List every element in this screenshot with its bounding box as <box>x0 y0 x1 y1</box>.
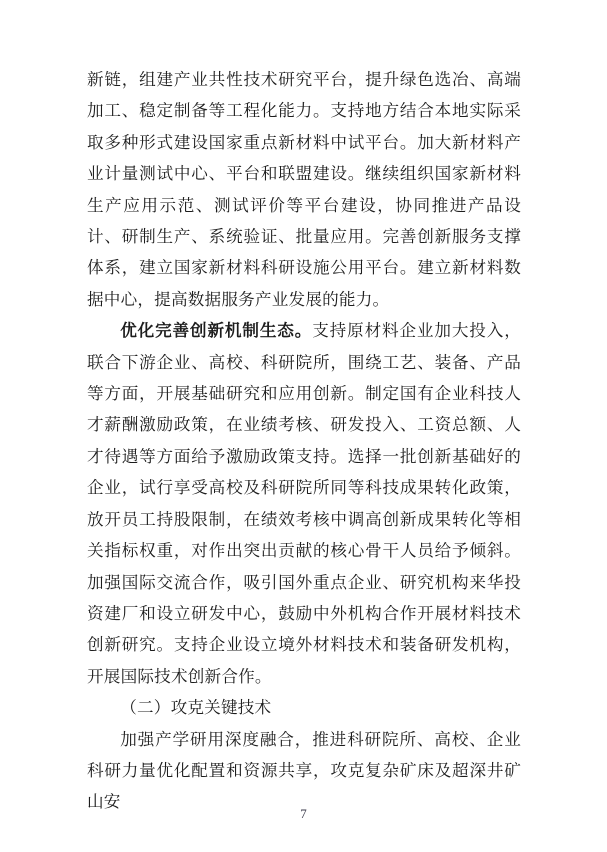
paragraph <box>87 64 521 315</box>
paragraph <box>87 315 521 692</box>
paragraph-text: 支持原材料企业加大投入，联合下游企业、高校、科研院所，围绕工艺、装备、产品等方面，开展基础研究和应用创新。制定国有企业科技人才薪酬激励政策，在业绩考核、研发投入、工资总额、人才待遇等方面给予激励政策支持。选择一批创新基础好的企业，试行享受高校及科研院所同等科技成果转化政策，放开员工持股限制，在绩效考核中调高创新成果转化等相关指标权重，对作出突出贡献的核心骨干人员给予倾斜。加强国际交流合作，吸引国外重点企业、研究机构来华投资建厂和设立研发中心，鼓励中外机构合作开展材料技术创新研究。支持企业设立境外材料技术和装备研发机构，开展国际技术创新合作。 <box>87 321 522 686</box>
paragraph-text: 新链，组建产业共性技术研究平台，提升绿色选冶、高端加工、稳定制备等工程化能力。支持地方结合本地实际采取多种形式建设国家重点新材料中试平台。加大新材料产业计量测试中心、平台和联盟建设。继续组织国家新材料生产应用示范、测试评价等平台建设，协同推进产品设计、研制生产、系统验证、批量应用。完善创新服务支撑体系，建立国家新材料科研设施公用平台。建立新材料数据中心，提高数据服务产业发展的能力。 <box>87 70 521 309</box>
paragraph <box>87 724 521 818</box>
document-content <box>87 64 521 818</box>
section-heading <box>87 692 521 723</box>
paragraph-text: 加强产学研用深度融合，推进科研院所、高校、企业科研力量优化配置和资源共享，攻克复杂矿床及超深井矿山安 <box>87 729 521 812</box>
page-footer <box>0 805 607 823</box>
paragraph-text: （二）攻克关键技术 <box>120 698 272 718</box>
page-number: 7 <box>300 806 307 821</box>
paragraph-lead-bold: 优化完善创新机制生态。 <box>120 321 313 341</box>
